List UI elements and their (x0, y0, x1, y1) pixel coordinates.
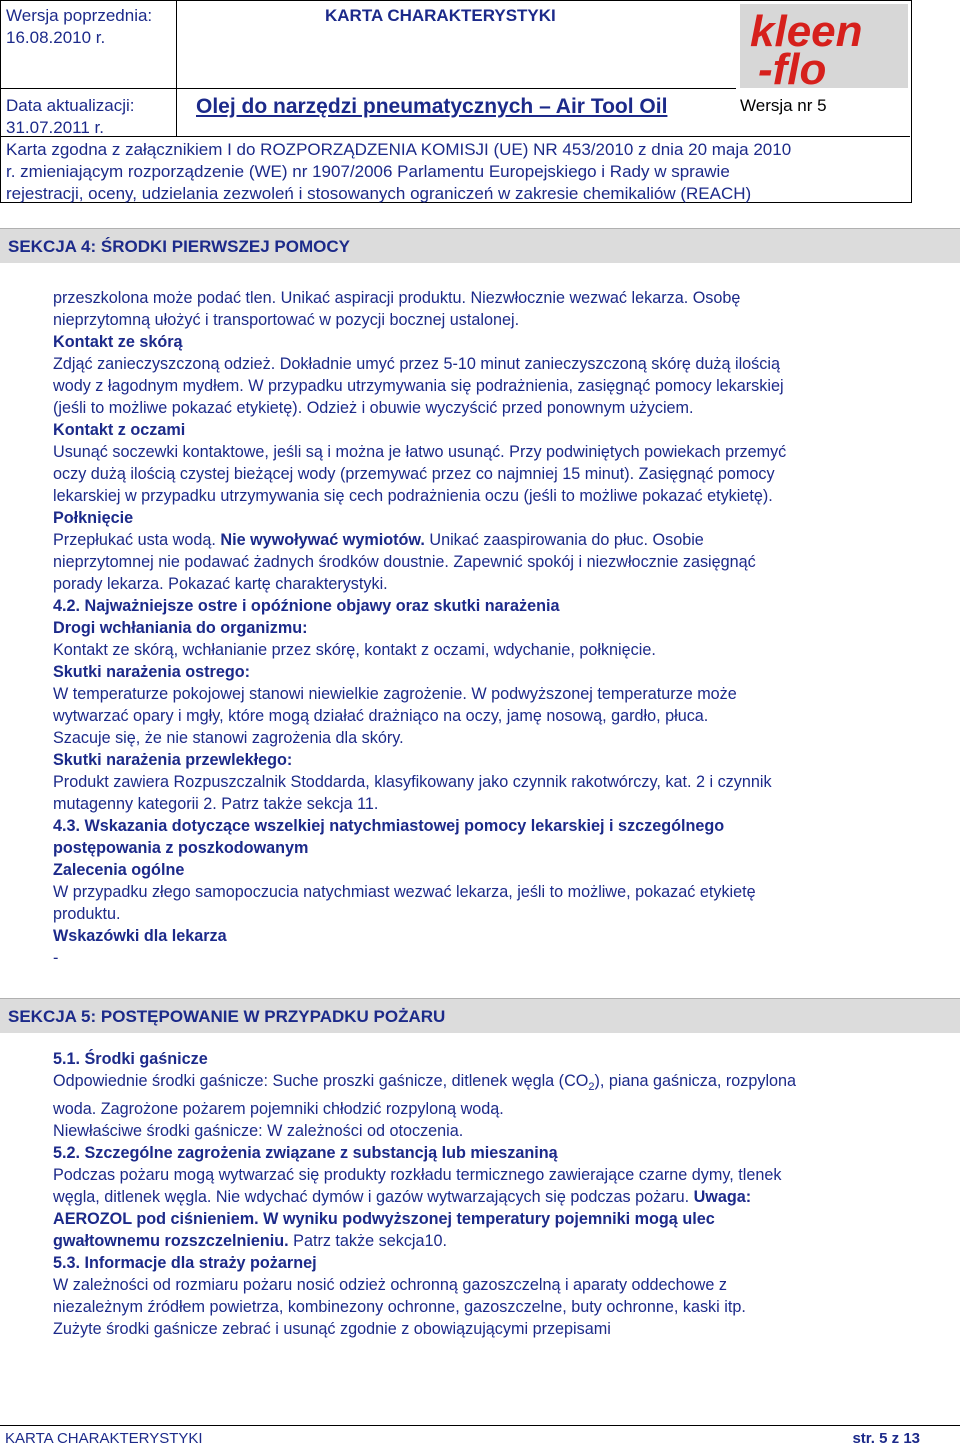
text-line: W zależności od rozmiaru pożaru nosić odzież ochronną gazoszczelną i aparaty oddechowe z (53, 1276, 727, 1295)
text-span: Przepłukać usta wodą. (53, 531, 216, 549)
product-name: Olej do narzędzi pneumatycznych – Air Tool Oil (196, 95, 668, 118)
text-line: - (53, 949, 59, 967)
text-line: nieprzytomną ułożyć i transportować w pozycji bocznej ustalonej. (53, 311, 520, 329)
text-line: W przypadku złego samopoczucia natychmiast wezwać lekarza, jeśli to możliwe, pokazać etykietę (53, 883, 756, 901)
update-label: Data aktualizacji: (6, 96, 135, 115)
subheading-5-3: 5.3. Informacje dla straży pożarnej (53, 1254, 317, 1273)
text-line: Szacuje się, że nie stanowi zagrożenia dla skóry. (53, 729, 404, 747)
version-label: Wersja nr 5 (740, 96, 827, 115)
text-line: Produkt zawiera Rozpuszczalnik Stoddarda, klasyfikowany jako czynnik rakotwórczy, kat. 2 i czynnik (53, 773, 772, 791)
text-span-bold: Nie wywoływać wymiotów. (220, 531, 425, 549)
text-line: mutagenny kategorii 2. Patrz także sekcja 11. (53, 795, 379, 813)
header-divider (0, 88, 736, 89)
page-footer (0, 1425, 960, 1454)
text-span-bold: Uwaga: (693, 1188, 752, 1207)
text-line: lekarskiej w przypadku utrzymywania się cech podrażnienia oczu (jeśli to możliwe pokazać etykietę). (53, 487, 773, 505)
text-line: przeszkolona może podać tlen. Unikać aspiracji produktu. Niezwłocznie wezwać lekarza. Osobę (53, 289, 741, 307)
text-line (53, 529, 786, 551)
subheading-acute: Skutki narażenia ostrego: (53, 663, 251, 681)
logo-text-top: kleen (750, 7, 863, 56)
text-line: Zużyte środki gaśnicze zebrać i usunąć zgodnie z obowiązującymi przepisami (53, 1320, 611, 1339)
text-span: Patrz także sekcja10. (293, 1232, 448, 1251)
text-line (53, 1230, 796, 1252)
text-span: Unikać zaaspirowania do płuc. Osobie (429, 531, 704, 549)
text-line: (jeśli to możliwe pokazać etykietę). Odzież i obuwie wyczyścić przed ponownym użyciem. (53, 399, 694, 417)
subheading-4-3: 4.3. Wskazania dotyczące wszelkiej natychmiastowej pomocy lekarskiej i szczególnego (53, 817, 725, 835)
subheading-4-2: 4.2. Najważniejsze ostre i opóźnione objawy oraz skutki narażenia (53, 597, 560, 615)
section-5-body (53, 1048, 796, 1340)
subheading-swallow: Połknięcie (53, 509, 134, 527)
subheading-skin: Kontakt ze skórą (53, 333, 183, 351)
compliance-line: r. zmieniającym rozporządzenie (WE) nr 1907/2006 Parlamentu Europejskiego i Rady w sprawie (6, 162, 730, 181)
text-span: Odpowiednie środki gaśnicze: Suche proszki gaśnicze, ditlenek węgla (CO (53, 1072, 589, 1090)
update-date: 31.07.2011 r. (6, 118, 104, 137)
text-line: oczy dużą ilością czystej bieżącej wody (przemywać przez co najmniej 15 minut). Zasięgnąć pomocy (53, 465, 775, 483)
kleen-flo-logo (740, 4, 908, 88)
doc-title: KARTA CHARAKTERYSTYKI (325, 6, 556, 25)
subscript: 2 (588, 1081, 595, 1094)
text-line: produktu. (53, 905, 121, 923)
text-line: Niewłaściwe środki gaśnicze: W zależności od otoczenia. (53, 1122, 464, 1141)
subheading-general: Zalecenia ogólne (53, 861, 185, 879)
prev-version-label: Wersja poprzednia: (6, 6, 153, 25)
prev-version-date: 16.08.2010 r. (6, 28, 106, 47)
text-line: Zdjąć zanieczyszczoną odzież. Dokładnie umyć przez 5-10 minut zanieczyszczoną skórę dużą ilością (53, 355, 780, 373)
subheading-doctor: Wskazówki dla lekarza (53, 927, 227, 945)
section-5-title: SEKCJA 5: POSTĘPOWANIE W PRZYPADKU POŻARU (8, 1007, 446, 1026)
text-line: nieprzytomnej nie podawać żadnych środków doustnie. Zapewnić spokój i niezwłocznie zasięgnąć (53, 553, 756, 571)
text-line: niezależnym źródłem powietrza, kombinezony ochronne, gazoszczelne, buty ochronne, kaski itp. (53, 1298, 746, 1317)
text-line: wytwarzać opary i mgły, które mogą działać drażniąco na oczy, jamę nosową, gardło, płuca. (53, 707, 709, 725)
text-line: Podczas pożaru mogą wytwarzać się produkty rozkładu termicznego zawierające czarne dymy, tlenek (53, 1166, 782, 1185)
page-number: str. 5 z 13 (852, 1430, 920, 1447)
text-line (53, 1186, 796, 1208)
subheading-routes: Drogi wchłaniania do organizmu: (53, 619, 308, 637)
section-5-header (0, 998, 960, 1033)
text-line: Usunąć soczewki kontaktowe, jeśli są i można je łatwo usunąć. Przy podwiniętych powiekach przemyć (53, 443, 787, 461)
text-line: W temperaturze pokojowej stanowi niewielkie zagrożenie. W podwyższonej temperaturze może (53, 685, 737, 703)
section-4-title: SEKCJA 4: ŚRODKI PIERWSZEJ POMOCY (8, 237, 350, 256)
section-4-body (53, 287, 786, 969)
document-header (0, 0, 960, 204)
text-line-bold: AEROZOL pod ciśnieniem. W wyniku podwyższonej temperatury pojemniki mogą ulec (53, 1210, 715, 1229)
header-divider (176, 0, 177, 137)
text-span-bold: gwałtownemu rozszczelnieniu. (53, 1232, 289, 1251)
compliance-line: Karta zgodna z załącznikiem I do ROZPORZĄDZENIA KOMISJI (UE) NR 453/2010 z dnia 20 maja 2010 (6, 140, 792, 159)
subheading-4-3-cont: postępowania z poszkodowanym (53, 839, 309, 857)
subheading-eyes: Kontakt z oczami (53, 421, 186, 439)
subheading-5-2: 5.2. Szczególne zagrożenia związane z substancją lub mieszaniną (53, 1144, 558, 1163)
text-span: węgla, ditlenek węgla. Nie wdychać dymów i gazów wytwarzających się podczas pożaru. (53, 1188, 690, 1207)
compliance-line: rejestracji, oceny, udzielania zezwoleń i stosowanych ograniczeń w zakresie chemikaliów (REACH) (6, 184, 752, 203)
logo-text-bottom: -flo (758, 45, 827, 88)
text-line: woda. Zagrożone pożarem pojemniki chłodzić rozpyloną wodą. (53, 1100, 504, 1119)
text-line: Kontakt ze skórą, wchłanianie przez skórę, kontakt z oczami, wdychanie, połknięcie. (53, 641, 656, 659)
header-divider (0, 136, 910, 137)
subheading-5-1: 5.1. Środki gaśnicze (53, 1050, 208, 1068)
subheading-chronic: Skutki narażenia przewlekłego: (53, 751, 293, 769)
text-line (53, 1070, 796, 1098)
section-4-header (0, 228, 960, 263)
text-span: ), piana gaśnicza, rozpylona (594, 1072, 797, 1090)
text-line: porady lekarza. Pokazać kartę charakterystyki. (53, 575, 388, 593)
text-line: wody z łagodnym mydłem. W przypadku utrzymywania się podrażnienia, zasięgnąć pomocy lekarskiej (53, 377, 784, 395)
footer-doc-title: KARTA CHARAKTERYSTYKI (5, 1430, 203, 1447)
